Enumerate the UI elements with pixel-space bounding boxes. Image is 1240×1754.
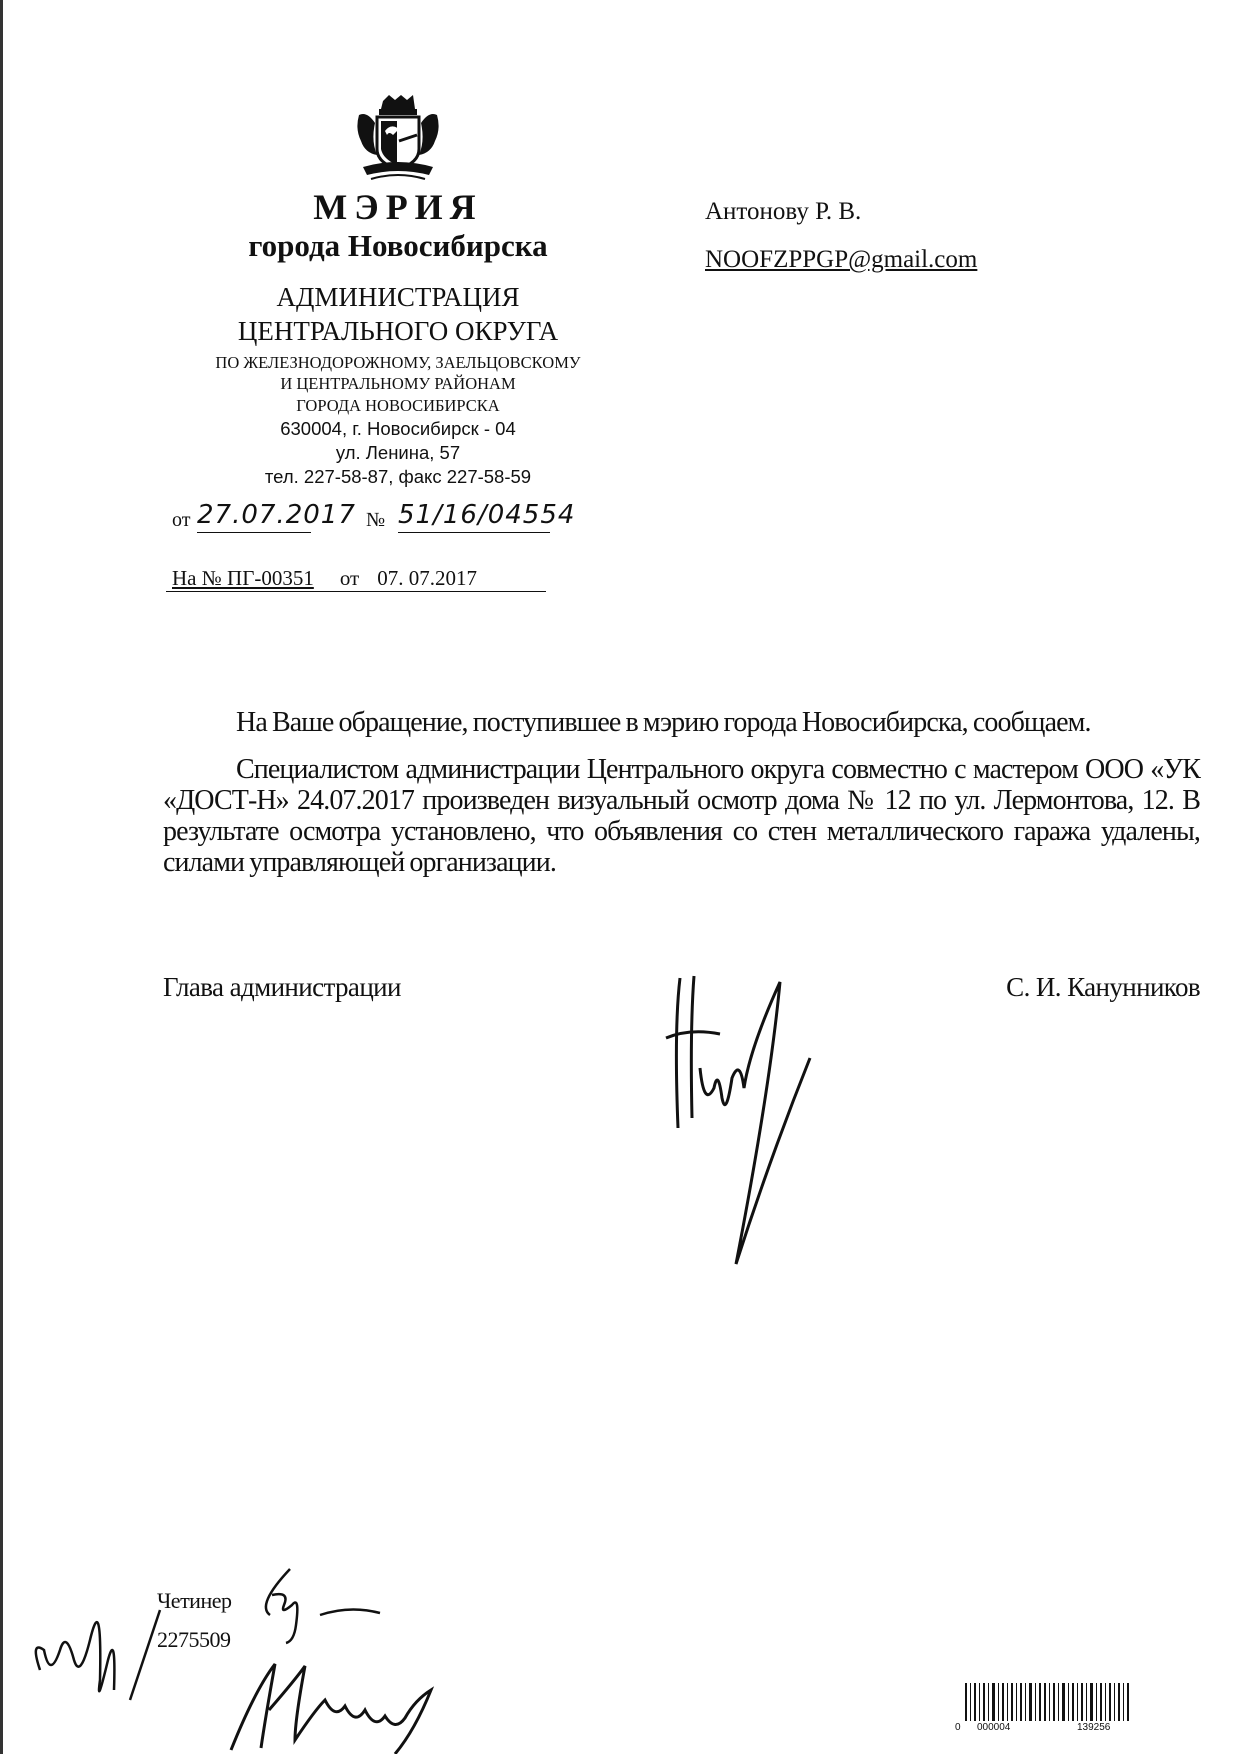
barcode-digits-mid: 000004 bbox=[977, 1722, 1011, 1733]
coat-of-arms-icon bbox=[353, 95, 443, 183]
addressee-name: Антонову Р. В. bbox=[705, 198, 862, 225]
department-line-1: АДМИНИСТРАЦИЯ bbox=[276, 282, 520, 312]
barcode-digits-right: 139256 bbox=[1077, 1722, 1111, 1733]
body-paragraph-2: Специалистом администрации Центрального округа совместно с мастером ООО «УК «ДОСТ-Н» 24.07.2017 произведен визуальный осмотр дома № 12 по ул. Лермонтова, 12. В результате осмотра установлено, что объявления со стен металлического гаража удалены, силами управляющей организации. bbox=[163, 754, 1200, 878]
date-value: 27.07.2017 bbox=[197, 500, 311, 533]
executor-initials-icon bbox=[250, 1565, 390, 1645]
reply-reference bbox=[166, 566, 546, 592]
scan-edge bbox=[0, 0, 3, 1754]
reply-date-label: от bbox=[339, 566, 360, 590]
barcode-digit-left: 0 bbox=[955, 1722, 961, 1733]
handwritten-signature-icon bbox=[660, 968, 830, 1268]
org-title: МЭРИЯ bbox=[313, 187, 483, 227]
letter-body bbox=[163, 707, 1200, 878]
districts-line-1: ПО ЖЕЛЕЗНОДОРОЖНОМУ, ЗАЕЛЬЦОВСКОМУ bbox=[215, 353, 581, 372]
org-subtitle: города Новосибирска bbox=[248, 228, 548, 263]
districts-line-3: ГОРОДА НОВОСИБИРСКА bbox=[296, 396, 500, 415]
date-label: от bbox=[172, 509, 191, 531]
barcode bbox=[955, 1683, 1141, 1734]
phone-line: тел. 227-58-87, факс 227-58-59 bbox=[264, 466, 532, 487]
address-line-1: 630004, г. Новосибирск - 04 bbox=[280, 418, 516, 439]
executor-name: Четинер bbox=[157, 1588, 232, 1613]
signatory-name: С. И. Канунников bbox=[1006, 972, 1200, 1002]
districts-line-2: И ЦЕНТРАЛЬНОМУ РАЙОНАМ bbox=[280, 374, 516, 393]
department-line-2: ЦЕНТРАЛЬНОГО ОКРУГА bbox=[237, 316, 559, 346]
addressee-email[interactable]: NOOFZPPGP@gmail.com bbox=[705, 246, 978, 273]
executor-phone: 2275509 bbox=[157, 1627, 231, 1652]
barcode-bars-icon bbox=[955, 1683, 1141, 1721]
address-line-2: ул. Ленина, 57 bbox=[335, 442, 461, 463]
approval-flourish-icon bbox=[30, 1570, 170, 1710]
reply-date: 07. 07.2017 bbox=[377, 566, 477, 590]
reply-number: На № ПГ-00351 bbox=[172, 566, 314, 590]
body-paragraph-1: На Ваше обращение, поступившее в мэрию города Новосибирска, сообщаем. bbox=[236, 707, 1091, 738]
number-label: № bbox=[366, 509, 386, 531]
bottom-signature-icon bbox=[225, 1660, 455, 1754]
signatory-position: Глава администрации bbox=[163, 972, 401, 1002]
number-value: 51/16/04554 bbox=[398, 500, 550, 533]
